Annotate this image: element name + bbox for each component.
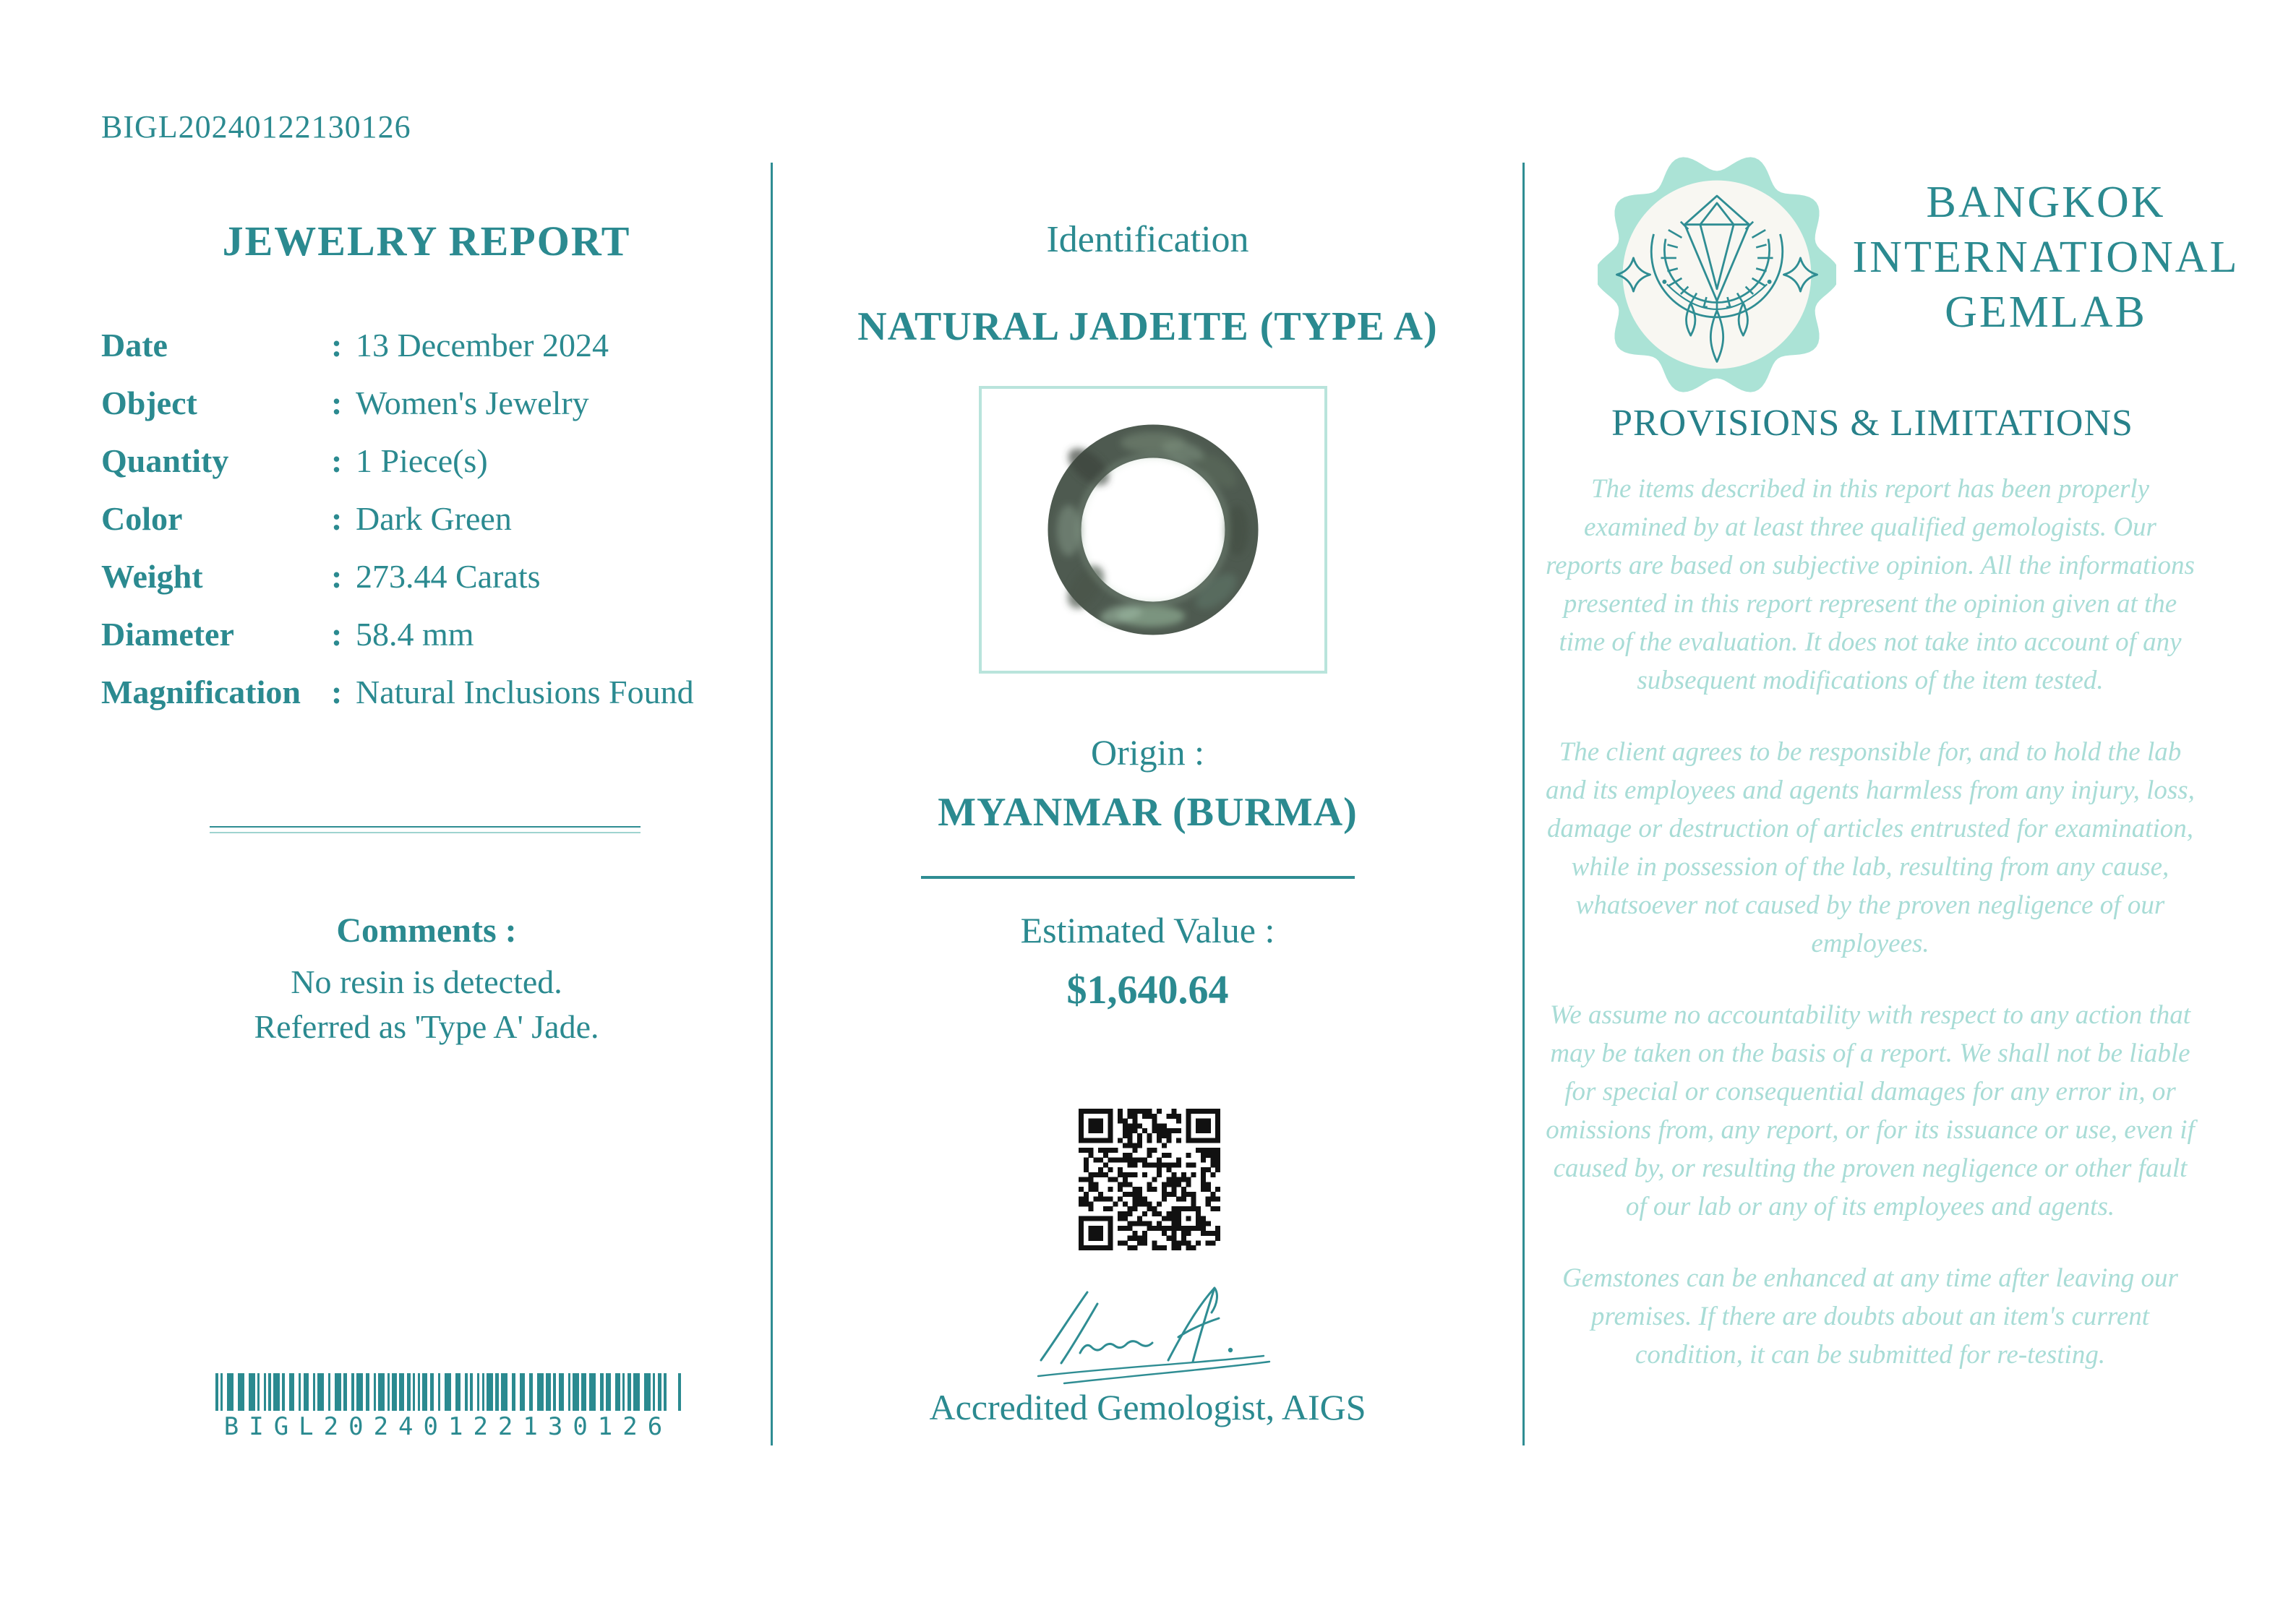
field-row (101, 441, 752, 499)
field-value: Women's Jewelry (356, 384, 589, 421)
provisions-paragraph: The client agrees to be responsible for, and to hold the lab and its employees and agents harmless from any injury, loss, damage or destruction of articles entrusted for examination, while in possession of the lab, resulting from any cause, whatsoever not caused by the proven negligence of our employees. (1546, 737, 2195, 958)
comment-line: No resin is detected. (291, 963, 562, 1000)
provisions-paragraph: The items described in this report has been properly examined by at least three qualified gemologists. Our reports are based on subjective opinion. All the informations presented in this report represent the opinion given at the time of the evaluation. It does not take into account of any subsequent modifications of the item tested. (1546, 474, 2195, 695)
provisions-paragraph: Gemstones can be enhanced at any time after leaving our premises. If there are doubts about an item's current condition, it can be submitted for re-testing. (1562, 1263, 2178, 1370)
field-label: Quantity (101, 442, 229, 479)
report-fields (101, 325, 752, 730)
lab-name (1851, 175, 2241, 340)
field-separator: : (331, 442, 343, 479)
field-label: Date (101, 327, 168, 364)
barcode-bars (215, 1373, 681, 1411)
field-separator: : (331, 384, 343, 421)
signature (998, 1275, 1301, 1398)
field-separator: : (331, 327, 343, 364)
field-value: Natural Inclusions Found (356, 674, 694, 710)
lab-name-line: INTERNATIONAL (1852, 233, 2240, 282)
report-number: BIGL20240122130126 (101, 109, 411, 145)
estimated-value-label: Estimated Value : (1020, 910, 1275, 950)
barcode-text: BIGL20240122130126 (223, 1412, 673, 1441)
right-column (1523, 0, 2296, 1624)
origin-label: Origin : (1091, 732, 1204, 773)
field-separator: : (331, 674, 343, 710)
field-value: 1 Piece(s) (356, 442, 488, 479)
item-photo-frame (979, 386, 1327, 674)
jade-bangle-image (982, 389, 1324, 671)
qr-code (1079, 1109, 1220, 1250)
origin-value: MYANMAR (BURMA) (938, 790, 1358, 835)
provisions-paragraph: We assume no accountability with respect to any action that may be taken on the basis of a report. We shall not be liable for special or consequential damages for any error in, or omissions from, any report, or for its issuance or use, even if caused by, or resulting the proven negligence or other fault of our lab or any of its employees and agents. (1546, 1000, 2195, 1221)
field-separator: : (331, 500, 343, 537)
field-value: 58.4 mm (356, 616, 474, 653)
field-value: 13 December 2024 (356, 327, 609, 364)
field-label: Weight (101, 558, 203, 595)
section-divider (210, 826, 641, 828)
field-label: Object (101, 384, 197, 421)
field-label: Diameter (101, 616, 234, 653)
field-separator: : (331, 558, 343, 595)
provisions-heading: PROVISIONS & LIMITATIONS (1611, 403, 2133, 444)
field-label: Color (101, 500, 183, 537)
field-value: 273.44 Carats (356, 558, 541, 595)
field-label: Magnification (101, 674, 301, 710)
comments-title: Comments : (336, 911, 517, 950)
field-row (101, 672, 752, 730)
lab-name-line: BANGKOK (1926, 178, 2166, 227)
field-row (101, 557, 752, 614)
field-row (101, 614, 752, 672)
identification-heading: Identification (1046, 219, 1249, 260)
provisions-text (1543, 470, 2197, 1407)
barcode (210, 1373, 687, 1441)
comment-line: Referred as 'Type A' Jade. (254, 1008, 599, 1045)
section-divider-echo (210, 832, 641, 833)
field-row (101, 383, 752, 441)
center-column (772, 0, 1523, 1624)
identification-value: NATURAL JADEITE (TYPE A) (857, 304, 1438, 349)
lab-name-line: GEMLAB (1945, 288, 2147, 337)
field-row (101, 499, 752, 557)
left-column (101, 217, 752, 1518)
estimated-value: $1,640.64 (1066, 968, 1229, 1013)
field-row (101, 325, 752, 383)
field-value: Dark Green (356, 500, 512, 537)
report-title: JEWELRY REPORT (222, 218, 631, 265)
signatory-title: Accredited Gemologist, AIGS (929, 1387, 1366, 1427)
field-separator: : (331, 616, 343, 653)
lab-logo (1598, 155, 1836, 394)
section-divider (921, 876, 1355, 879)
